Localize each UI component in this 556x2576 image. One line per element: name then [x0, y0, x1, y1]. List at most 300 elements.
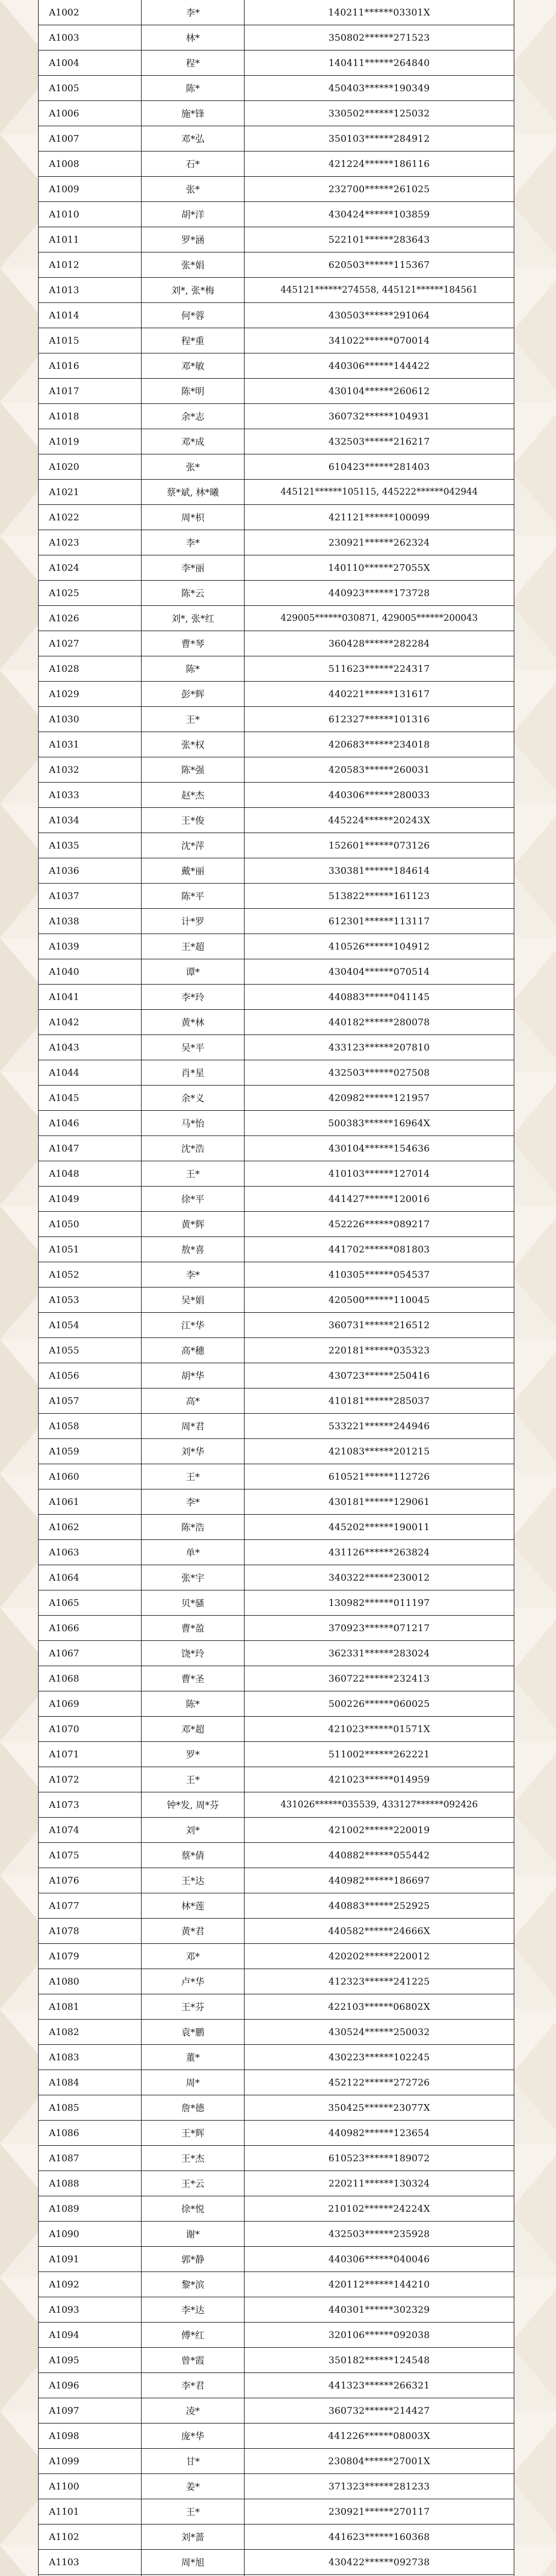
row-id-cell: A1085	[39, 2095, 142, 2121]
row-id-cell: A1015	[39, 328, 142, 353]
table-row	[39, 1363, 514, 1388]
row-id-cell: A1005	[39, 76, 142, 101]
table-row	[39, 1944, 514, 1969]
row-id-cell: A1032	[39, 757, 142, 783]
table-row	[39, 1994, 514, 2020]
row-name-cell: 詹*德	[142, 2095, 245, 2121]
row-idno-cell: 410103******127014	[245, 1161, 514, 1187]
row-id-cell: A1012	[39, 252, 142, 278]
row-id-cell: A1090	[39, 2222, 142, 2247]
row-idno-cell: 445121******274558, 445121******184561	[245, 278, 514, 303]
table-row	[39, 0, 514, 25]
row-id-cell: A1077	[39, 1893, 142, 1919]
row-name-cell: 施*锋	[142, 101, 245, 126]
table-row	[39, 2171, 514, 2196]
row-name-cell: 姜*	[142, 2474, 245, 2499]
row-id-cell: A1004	[39, 50, 142, 76]
row-id-cell: A1070	[39, 1717, 142, 1742]
row-idno-cell: 421083******201215	[245, 1439, 514, 1464]
table-row	[39, 1540, 514, 1565]
row-id-cell: A1096	[39, 2373, 142, 2398]
row-name-cell: 肖*星	[142, 1060, 245, 1086]
row-name-cell: 周*君	[142, 1414, 245, 1439]
row-name-cell: 单*	[142, 1540, 245, 1565]
row-id-cell: A1048	[39, 1161, 142, 1187]
row-id-cell: A1071	[39, 1742, 142, 1767]
table-row	[39, 252, 514, 278]
row-id-cell: A1097	[39, 2398, 142, 2424]
row-name-cell: 曾*霞	[142, 2348, 245, 2373]
row-idno-cell: 410181******285037	[245, 1388, 514, 1414]
table-row	[39, 303, 514, 328]
table-row	[39, 757, 514, 783]
row-idno-cell: 511002******262221	[245, 1742, 514, 1767]
row-name-cell: 袁*鹏	[142, 2020, 245, 2045]
row-idno-cell: 620503******115367	[245, 252, 514, 278]
row-idno-cell: 440182******280078	[245, 1010, 514, 1035]
row-idno-cell: 513822******161123	[245, 884, 514, 909]
row-idno-cell: 440301******302329	[245, 2297, 514, 2323]
row-idno-cell: 420982******121957	[245, 1086, 514, 1111]
row-idno-cell: 341022******070014	[245, 328, 514, 353]
row-id-cell: A1035	[39, 833, 142, 858]
table-row	[39, 656, 514, 682]
row-name-cell: 董*	[142, 2045, 245, 2070]
row-idno-cell: 421023******014959	[245, 1767, 514, 1792]
row-name-cell: 何*蓉	[142, 303, 245, 328]
table-row	[39, 353, 514, 379]
row-idno-cell: 422103******06802X	[245, 1994, 514, 2020]
row-idno-cell: 433123******207810	[245, 1035, 514, 1060]
table-row	[39, 783, 514, 808]
row-id-cell: A1100	[39, 2474, 142, 2499]
row-id-cell: A1017	[39, 379, 142, 404]
table-row	[39, 2272, 514, 2297]
row-id-cell: A1049	[39, 1187, 142, 1212]
row-idno-cell: 522101******283643	[245, 227, 514, 252]
row-name-cell: 邓*成	[142, 429, 245, 454]
row-id-cell: A1051	[39, 1237, 142, 1262]
row-id-cell: A1073	[39, 1792, 142, 1818]
row-name-cell: 余*志	[142, 404, 245, 429]
table-row	[39, 2348, 514, 2373]
table-row	[39, 732, 514, 757]
row-name-cell: 刘*	[142, 1818, 245, 1843]
table-row	[39, 1969, 514, 1994]
registration-list-table	[38, 0, 514, 2576]
row-name-cell: 陈*强	[142, 757, 245, 783]
row-name-cell: 赵*杰	[142, 783, 245, 808]
table-row	[39, 555, 514, 581]
row-name-cell: 邓*敏	[142, 353, 245, 379]
row-idno-cell: 440982******186697	[245, 1868, 514, 1893]
row-id-cell: A1056	[39, 1363, 142, 1388]
row-idno-cell: 430181******129061	[245, 1489, 514, 1515]
table-row	[39, 1035, 514, 1060]
row-name-cell: 王*云	[142, 2171, 245, 2196]
row-name-cell: 李*	[142, 1489, 245, 1515]
row-name-cell: 吴*平	[142, 1035, 245, 1060]
row-idno-cell: 220181******035323	[245, 1338, 514, 1363]
table-row	[39, 1717, 514, 1742]
row-name-cell: 刘*华	[142, 1439, 245, 1464]
row-name-cell: 张*宇	[142, 1565, 245, 1590]
table-row	[39, 2373, 514, 2398]
row-name-cell: 陈*明	[142, 379, 245, 404]
row-idno-cell: 412323******241225	[245, 1969, 514, 1994]
table-row	[39, 1086, 514, 1111]
row-idno-cell: 420583******260031	[245, 757, 514, 783]
table-row	[39, 2045, 514, 2070]
row-idno-cell: 431026******035539, 433127******092426	[245, 1792, 514, 1818]
row-id-cell: A1102	[39, 2524, 142, 2550]
row-id-cell: A1057	[39, 1388, 142, 1414]
row-idno-cell: 440882******055442	[245, 1843, 514, 1868]
row-name-cell: 罗*	[142, 1742, 245, 1767]
row-id-cell: A1010	[39, 202, 142, 227]
row-name-cell: 王*俊	[142, 808, 245, 833]
row-name-cell: 周*旭	[142, 2550, 245, 2575]
row-name-cell: 计*罗	[142, 909, 245, 934]
row-name-cell: 甘*	[142, 2449, 245, 2474]
row-name-cell: 曹*盈	[142, 1616, 245, 1641]
table-row	[39, 1565, 514, 1590]
row-id-cell: A1087	[39, 2146, 142, 2171]
table-row	[39, 429, 514, 454]
table-row	[39, 606, 514, 631]
row-id-cell: A1091	[39, 2247, 142, 2272]
table-row	[39, 2146, 514, 2171]
row-idno-cell: 441427******120016	[245, 1187, 514, 1212]
row-idno-cell: 452122******272726	[245, 2070, 514, 2095]
row-id-cell: A1002	[39, 0, 142, 25]
row-id-cell: A1043	[39, 1035, 142, 1060]
table-row	[39, 1136, 514, 1161]
row-id-cell: A1044	[39, 1060, 142, 1086]
table-row	[39, 808, 514, 833]
row-idno-cell: 511623******224317	[245, 656, 514, 682]
row-idno-cell: 152601******073126	[245, 833, 514, 858]
table-row	[39, 1893, 514, 1919]
row-name-cell: 黄*林	[142, 1010, 245, 1035]
row-name-cell: 陈*	[142, 1691, 245, 1717]
row-id-cell: A1022	[39, 505, 142, 530]
table-row	[39, 480, 514, 505]
table-row	[39, 101, 514, 126]
row-idno-cell: 230921******270117	[245, 2499, 514, 2524]
table-row	[39, 151, 514, 177]
row-idno-cell: 230804******27001X	[245, 2449, 514, 2474]
row-idno-cell: 440923******173728	[245, 581, 514, 606]
row-idno-cell: 445121******105115, 445222******042944	[245, 480, 514, 505]
row-name-cell: 张*	[142, 177, 245, 202]
row-name-cell: 徐*平	[142, 1187, 245, 1212]
row-name-cell: 李*丽	[142, 555, 245, 581]
row-id-cell: A1067	[39, 1641, 142, 1666]
row-idno-cell: 360732******104931	[245, 404, 514, 429]
row-name-cell: 戴*丽	[142, 858, 245, 884]
row-id-cell: A1009	[39, 177, 142, 202]
row-name-cell: 邓*弘	[142, 126, 245, 151]
row-name-cell: 林*莲	[142, 1893, 245, 1919]
row-idno-cell: 430404******070514	[245, 959, 514, 985]
row-idno-cell: 421224******186116	[245, 151, 514, 177]
row-name-cell: 敖*喜	[142, 1237, 245, 1262]
row-idno-cell: 440883******252925	[245, 1893, 514, 1919]
table-row	[39, 631, 514, 656]
row-id-cell: A1092	[39, 2272, 142, 2297]
row-idno-cell: 130982******011197	[245, 1590, 514, 1616]
row-id-cell: A1060	[39, 1464, 142, 1489]
row-name-cell: 陈*平	[142, 884, 245, 909]
row-name-cell: 庞*华	[142, 2424, 245, 2449]
row-idno-cell: 330502******125032	[245, 101, 514, 126]
row-id-cell: A1098	[39, 2424, 142, 2449]
row-id-cell: A1029	[39, 682, 142, 707]
row-id-cell: A1064	[39, 1565, 142, 1590]
row-id-cell: A1066	[39, 1616, 142, 1641]
row-id-cell: A1093	[39, 2297, 142, 2323]
row-name-cell: 黄*辉	[142, 1212, 245, 1237]
row-name-cell: 黄*君	[142, 1919, 245, 1944]
row-name-cell: 蔡*倩	[142, 1843, 245, 1868]
row-name-cell: 程*	[142, 50, 245, 76]
row-id-cell: A1079	[39, 1944, 142, 1969]
row-id-cell: A1021	[39, 480, 142, 505]
table-row	[39, 530, 514, 555]
row-id-cell: A1059	[39, 1439, 142, 1464]
table-row	[39, 707, 514, 732]
row-id-cell: A1038	[39, 909, 142, 934]
row-idno-cell: 445202******190011	[245, 1515, 514, 1540]
row-name-cell: 刘*, 张*红	[142, 606, 245, 631]
row-id-cell: A1088	[39, 2171, 142, 2196]
row-idno-cell: 440582******24666X	[245, 1919, 514, 1944]
table-row	[39, 1515, 514, 1540]
table-row	[39, 2020, 514, 2045]
row-idno-cell: 441623******160368	[245, 2524, 514, 2550]
table-row	[39, 2222, 514, 2247]
row-idno-cell: 441702******081803	[245, 1237, 514, 1262]
row-idno-cell: 421121******100099	[245, 505, 514, 530]
table-row	[39, 177, 514, 202]
row-idno-cell: 140211******03301X	[245, 0, 514, 25]
row-idno-cell: 432503******235928	[245, 2222, 514, 2247]
row-id-cell: A1047	[39, 1136, 142, 1161]
row-idno-cell: 610423******281403	[245, 454, 514, 480]
row-idno-cell: 421023******01571X	[245, 1717, 514, 1742]
row-idno-cell: 500226******060025	[245, 1691, 514, 1717]
row-id-cell: A1006	[39, 101, 142, 126]
row-idno-cell: 429005******030871, 429005******200043	[245, 606, 514, 631]
row-name-cell: 沈*萍	[142, 833, 245, 858]
row-name-cell: 王*	[142, 2499, 245, 2524]
row-name-cell: 刘*, 张*梅	[142, 278, 245, 303]
table-row	[39, 909, 514, 934]
table-row	[39, 1287, 514, 1313]
row-name-cell: 王*辉	[142, 2121, 245, 2146]
row-id-cell: A1089	[39, 2196, 142, 2222]
row-id-cell: A1011	[39, 227, 142, 252]
row-id-cell: A1026	[39, 606, 142, 631]
table-row	[39, 858, 514, 884]
row-idno-cell: 340322******230012	[245, 1565, 514, 1590]
row-name-cell: 谢*	[142, 2222, 245, 2247]
row-name-cell: 凌*	[142, 2398, 245, 2424]
row-name-cell: 贝*骚	[142, 1590, 245, 1616]
table-row	[39, 959, 514, 985]
row-id-cell: A1062	[39, 1515, 142, 1540]
table-row	[39, 1313, 514, 1338]
row-name-cell: 高*	[142, 1388, 245, 1414]
row-idno-cell: 421002******220019	[245, 1818, 514, 1843]
table-row	[39, 1161, 514, 1187]
table-row	[39, 1818, 514, 1843]
table-row	[39, 2196, 514, 2222]
table-row	[39, 50, 514, 76]
row-id-cell: A1094	[39, 2323, 142, 2348]
row-id-cell: A1061	[39, 1489, 142, 1515]
row-idno-cell: 430503******291064	[245, 303, 514, 328]
row-name-cell: 李*玲	[142, 985, 245, 1010]
row-id-cell: A1068	[39, 1666, 142, 1691]
row-name-cell: 王*超	[142, 934, 245, 959]
table-row	[39, 1464, 514, 1489]
table-row	[39, 1262, 514, 1287]
row-id-cell: A1042	[39, 1010, 142, 1035]
row-id-cell: A1031	[39, 732, 142, 757]
table-row	[39, 1919, 514, 1944]
table-row	[39, 1868, 514, 1893]
row-idno-cell: 230921******262324	[245, 530, 514, 555]
row-id-cell: A1058	[39, 1414, 142, 1439]
row-idno-cell: 441323******266321	[245, 2373, 514, 2398]
row-id-cell: A1095	[39, 2348, 142, 2373]
row-idno-cell: 440982******123654	[245, 2121, 514, 2146]
row-name-cell: 郭*静	[142, 2247, 245, 2272]
row-idno-cell: 330381******184614	[245, 858, 514, 884]
table-row	[39, 2550, 514, 2575]
row-idno-cell: 140411******264840	[245, 50, 514, 76]
row-id-cell: A1037	[39, 884, 142, 909]
row-id-cell: A1039	[39, 934, 142, 959]
table-row	[39, 1767, 514, 1792]
row-id-cell: A1078	[39, 1919, 142, 1944]
row-id-cell: A1099	[39, 2449, 142, 2474]
table-row	[39, 1060, 514, 1086]
table-row	[39, 985, 514, 1010]
table-row	[39, 1616, 514, 1641]
row-idno-cell: 432503******216217	[245, 429, 514, 454]
table-row	[39, 1843, 514, 1868]
row-name-cell: 周*	[142, 2070, 245, 2095]
row-idno-cell: 360722******232413	[245, 1666, 514, 1691]
row-name-cell: 钟*发, 周*芬	[142, 1792, 245, 1818]
table-row	[39, 505, 514, 530]
row-name-cell: 曹*圣	[142, 1666, 245, 1691]
row-name-cell: 彭*辉	[142, 682, 245, 707]
row-id-cell: A1036	[39, 858, 142, 884]
row-id-cell: A1028	[39, 656, 142, 682]
table-row	[39, 454, 514, 480]
row-id-cell: A1084	[39, 2070, 142, 2095]
row-idno-cell: 232700******261025	[245, 177, 514, 202]
table-row	[39, 1212, 514, 1237]
row-name-cell: 王*	[142, 1767, 245, 1792]
row-idno-cell: 430104******154636	[245, 1136, 514, 1161]
row-id-cell: A1065	[39, 1590, 142, 1616]
table-row	[39, 934, 514, 959]
row-idno-cell: 440306******280033	[245, 783, 514, 808]
table-row	[39, 581, 514, 606]
row-idno-cell: 612301******113117	[245, 909, 514, 934]
row-name-cell: 王*芬	[142, 1994, 245, 2020]
table-row	[39, 2499, 514, 2524]
row-name-cell: 王*达	[142, 1868, 245, 1893]
table-row	[39, 76, 514, 101]
row-name-cell: 王*杰	[142, 2146, 245, 2171]
row-idno-cell: 430723******250416	[245, 1363, 514, 1388]
table-row	[39, 1010, 514, 1035]
table-row	[39, 2121, 514, 2146]
row-id-cell: A1076	[39, 1868, 142, 1893]
row-idno-cell: 500383******16964X	[245, 1111, 514, 1136]
row-idno-cell: 431126******263824	[245, 1540, 514, 1565]
row-idno-cell: 430424******103859	[245, 202, 514, 227]
table-row	[39, 404, 514, 429]
row-name-cell: 沈*浩	[142, 1136, 245, 1161]
row-name-cell: 罗*涵	[142, 227, 245, 252]
row-id-cell: A1072	[39, 1767, 142, 1792]
row-idno-cell: 610523******189072	[245, 2146, 514, 2171]
row-name-cell: 徐*悦	[142, 2196, 245, 2222]
row-name-cell: 马*怡	[142, 1111, 245, 1136]
row-id-cell: A1014	[39, 303, 142, 328]
row-id-cell: A1083	[39, 2045, 142, 2070]
row-id-cell: A1034	[39, 808, 142, 833]
row-idno-cell: 371323******281233	[245, 2474, 514, 2499]
row-id-cell: A1040	[39, 959, 142, 985]
table-row	[39, 1439, 514, 1464]
row-idno-cell: 410526******104912	[245, 934, 514, 959]
row-idno-cell: 220211******130324	[245, 2171, 514, 2196]
row-idno-cell: 430104******260612	[245, 379, 514, 404]
table-row	[39, 884, 514, 909]
row-name-cell: 石*	[142, 151, 245, 177]
row-idno-cell: 420112******144210	[245, 2272, 514, 2297]
row-id-cell: A1003	[39, 25, 142, 50]
row-idno-cell: 430524******250032	[245, 2020, 514, 2045]
row-name-cell: 黎*滨	[142, 2272, 245, 2297]
row-name-cell: 陈*	[142, 656, 245, 682]
row-id-cell: A1103	[39, 2550, 142, 2575]
row-id-cell: A1033	[39, 783, 142, 808]
row-id-cell: A1055	[39, 1338, 142, 1363]
row-idno-cell: 441226******08003X	[245, 2424, 514, 2449]
row-name-cell: 江*华	[142, 1313, 245, 1338]
row-name-cell: 傅*红	[142, 2323, 245, 2348]
table-row	[39, 833, 514, 858]
table-row	[39, 379, 514, 404]
row-name-cell: 张*娟	[142, 252, 245, 278]
row-id-cell: A1019	[39, 429, 142, 454]
row-idno-cell: 445224******20243X	[245, 808, 514, 833]
table-row	[39, 126, 514, 151]
row-idno-cell: 430223******102245	[245, 2045, 514, 2070]
row-id-cell: A1016	[39, 353, 142, 379]
row-id-cell: A1018	[39, 404, 142, 429]
row-idno-cell: 430422******092738	[245, 2550, 514, 2575]
